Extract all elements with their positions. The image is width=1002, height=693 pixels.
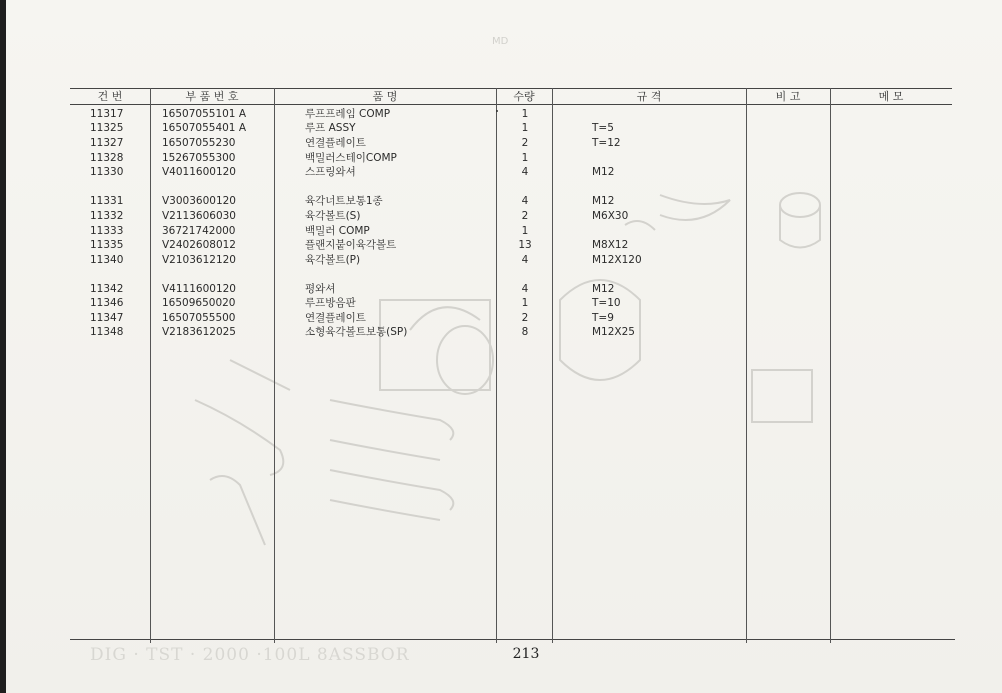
row-quantity: 2 bbox=[521, 137, 529, 149]
row-part-name: 연결플레이트 bbox=[305, 312, 366, 324]
row-quantity: 1 bbox=[521, 122, 529, 134]
row-spec: T=9 bbox=[592, 312, 614, 324]
row-part-name: 플랜지붙이육각볼트 bbox=[305, 239, 397, 251]
table-bottom-rule bbox=[70, 639, 955, 640]
row-no: 11333 bbox=[90, 225, 124, 237]
row-no: 11328 bbox=[90, 152, 124, 164]
row-part-number: V4011600120 bbox=[162, 166, 236, 178]
scan-edge bbox=[0, 0, 6, 693]
row-spec: T=12 bbox=[592, 137, 621, 149]
row-quantity: 1 bbox=[521, 297, 529, 309]
row-quantity: 4 bbox=[521, 195, 529, 207]
row-quantity: 2 bbox=[521, 210, 529, 222]
row-part-name: 루프 ASSY bbox=[305, 122, 356, 134]
col-divider bbox=[274, 88, 275, 643]
row-quantity: 1 bbox=[521, 152, 529, 164]
col-divider bbox=[150, 88, 151, 643]
row-quantity: 1 bbox=[521, 108, 529, 120]
header-remark: 비 고 bbox=[775, 90, 801, 103]
row-spec: M12X120 bbox=[592, 254, 642, 266]
row-part-number: V2113606030 bbox=[162, 210, 236, 222]
row-no: 11330 bbox=[90, 166, 124, 178]
row-part-number: 16509650020 bbox=[162, 297, 236, 309]
col-divider bbox=[830, 88, 831, 643]
row-part-name: 루프프레임 COMP bbox=[305, 108, 391, 120]
row-no: 11332 bbox=[90, 210, 124, 222]
row-part-name: 연결플레이트 bbox=[305, 137, 366, 149]
row-spec: M12 bbox=[592, 166, 615, 178]
row-part-number: V3003600120 bbox=[162, 195, 236, 207]
row-spec: M6X30 bbox=[592, 210, 629, 222]
row-no: 11346 bbox=[90, 297, 124, 309]
row-quantity: 13 bbox=[518, 239, 532, 251]
row-part-number: 16507055401 A bbox=[162, 122, 247, 134]
row-part-number: 16507055230 bbox=[162, 137, 236, 149]
col-divider bbox=[552, 88, 553, 643]
row-part-number: 36721742000 bbox=[162, 225, 236, 237]
row-part-name: 육각너트보통1종 bbox=[305, 195, 383, 207]
row-spec: M12X25 bbox=[592, 326, 635, 338]
row-part-name: 루프방음판 bbox=[305, 297, 356, 309]
row-quantity: 4 bbox=[521, 166, 529, 178]
row-no: 11347 bbox=[90, 312, 124, 324]
header-part-name: 품 명 bbox=[372, 90, 398, 103]
row-part-number: V2183612025 bbox=[162, 326, 236, 338]
row-no: 11331 bbox=[90, 195, 124, 207]
header-spec: 규 격 bbox=[636, 90, 662, 103]
row-no: 11327 bbox=[90, 137, 124, 149]
row-no: 11340 bbox=[90, 254, 124, 266]
ghost-footer-text: DIG · TST · 2000 ·100L 8ASSBOR bbox=[90, 645, 410, 665]
row-no: 11335 bbox=[90, 239, 124, 251]
header-no: 건 번 bbox=[97, 90, 123, 103]
row-part-name: 백밀러스테이COMP bbox=[305, 152, 397, 164]
header-part-number: 부 품 번 호 bbox=[185, 90, 239, 103]
row-part-name: 백밀러 COMP bbox=[305, 225, 370, 237]
row-part-name: 스프링와셔 bbox=[305, 166, 356, 178]
row-part-name: 평와셔 bbox=[305, 283, 336, 295]
row-spec: T=5 bbox=[592, 122, 614, 134]
row-spec: M8X12 bbox=[592, 239, 629, 251]
row-part-name: 소형육각볼트보통(SP) bbox=[305, 326, 408, 338]
row-spec: M12 bbox=[592, 195, 615, 207]
row-spec: M12 bbox=[592, 283, 615, 295]
row-part-number: V4111600120 bbox=[162, 283, 236, 295]
row-spec: T=10 bbox=[592, 297, 621, 309]
row-no: 11342 bbox=[90, 283, 124, 295]
row-part-name: 육각볼트(S) bbox=[305, 210, 361, 222]
row-part-number: 16507055101 A bbox=[162, 108, 247, 120]
row-quantity: 1 bbox=[521, 225, 529, 237]
row-part-number: 15267055300 bbox=[162, 152, 236, 164]
row-part-name: 육각볼트(P) bbox=[305, 254, 361, 266]
page-number: 213 bbox=[512, 646, 540, 662]
row-part-number: V2103612120 bbox=[162, 254, 236, 266]
header-bottom-rule bbox=[70, 104, 952, 105]
row-part-number: V2402608012 bbox=[162, 239, 236, 251]
header-quantity: 수량 bbox=[513, 90, 535, 103]
row-quantity: 4 bbox=[521, 283, 529, 295]
row-no: 11348 bbox=[90, 326, 124, 338]
row-quantity: 2 bbox=[521, 312, 529, 324]
header-memo: 메 모 bbox=[878, 90, 904, 103]
ghost-header-mark: MD bbox=[492, 36, 509, 47]
row-quantity: 8 bbox=[521, 326, 529, 338]
col-divider bbox=[746, 88, 747, 643]
row-part-number: 16507055500 bbox=[162, 312, 236, 324]
col-divider bbox=[496, 88, 497, 643]
row-no: 11325 bbox=[90, 122, 124, 134]
row-quantity: 4 bbox=[521, 254, 529, 266]
row-no: 11317 bbox=[90, 108, 124, 120]
